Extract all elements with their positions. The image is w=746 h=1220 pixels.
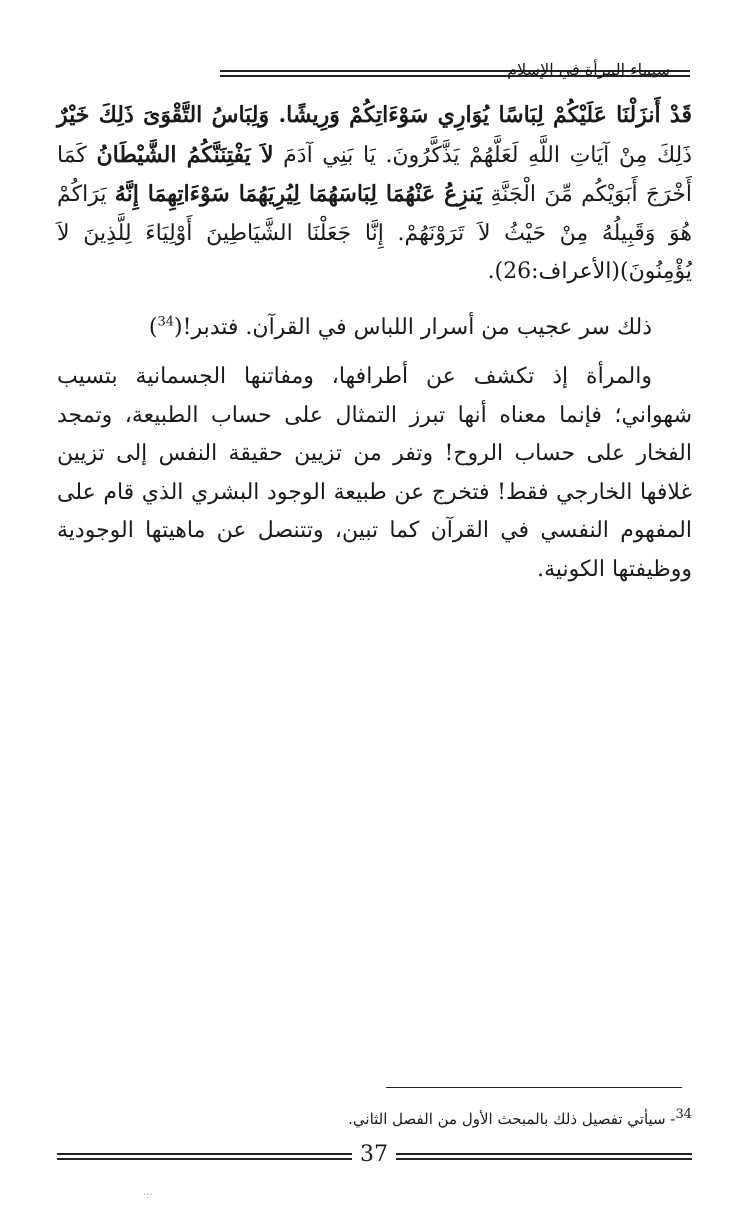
verse-strong-3: يَنزِعُ عَنْهُمَا لِبَاسَهُمَا لِيُرِيَهُمَا سَوْءَاتِهِمَا إِنَّهُ bbox=[114, 181, 483, 207]
verse-reference: )(الأعراف:26). bbox=[487, 259, 629, 284]
verse-strong-1: قَدْ أَنزَلْنَا عَلَيْكُمْ لِبَاسًا يُوَارِي سَوْءَاتِكُمْ وَرِيشًا. وَلِبَاسُ التَّقْوَىَ ذَلِكَ خَيْرٌ bbox=[57, 102, 692, 128]
verse-light-1: ذَلِكَ مِنْ آيَاتِ اللَّهِ لَعَلَّهُمْ يَذَّكَّرُونَ. يَا بَنِي آدَمَ bbox=[273, 142, 693, 168]
footnote-text: - سيأتي تفصيل ذلك بالمبحث الأول من الفصل الثاني. bbox=[348, 1110, 676, 1128]
scan-speck: ·:· bbox=[143, 1190, 153, 1201]
footnote-marker[interactable]: 34 bbox=[157, 314, 175, 330]
paragraph-1 bbox=[57, 309, 692, 348]
footer-rule-right bbox=[396, 1153, 692, 1160]
running-title: سيماء المرأة في الإسلام bbox=[507, 60, 670, 79]
paragraph-1-close: ) bbox=[148, 315, 158, 340]
page-number: 37 bbox=[352, 1142, 396, 1167]
verse-light-3: يَرَاكُمْ هُوَ وَقَبِيلُهُ مِنْ حَيْثُ لاَ تَرَوْنَهُمْ. إِنَّا جَعَلْنَا الشَّيَاطِينَ أَوْلِيَاءَ لِلَّذِينَ لاَ يُؤْمِنُونَ bbox=[57, 182, 692, 284]
paragraph-1-text: ذلك سر عجيب من أسرار اللباس في القرآن. فتدبر!( bbox=[174, 315, 652, 340]
footer-rule-left bbox=[57, 1153, 352, 1160]
verse-light-2: كَمَا أَخْرَجَ أَبَوَيْكُم مِّنَ الْجَنَّةِ bbox=[57, 142, 692, 207]
paragraph-2: والمرأة إذ تكشف عن أطرافها، ومفاتنها الجسمانية بتسيب شهواني؛ فإنما معناه أنها تبرز التمثال على حساب الطبيعة، وتمجد الفخار على حساب الروح! وتفر من تزيين حقيقة النفس إلى تزيين غلافها الخارجي فقط! فتخرج عن طبيعة الوجود البشري الذي قام على المفهوم النفسي في القرآن كما تبين، وتتنصل عن ماهيتها الوجودية ووظيفتها الكونية. bbox=[57, 364, 692, 582]
footnote bbox=[300, 1107, 692, 1128]
footnote-rule bbox=[386, 1087, 682, 1088]
verse-strong-2: لاَ يَفْتِنَنَّكُمُ الشَّيْطَانُ bbox=[96, 141, 274, 168]
quran-verse bbox=[57, 96, 692, 292]
footnote-number: 34 bbox=[675, 1107, 692, 1122]
